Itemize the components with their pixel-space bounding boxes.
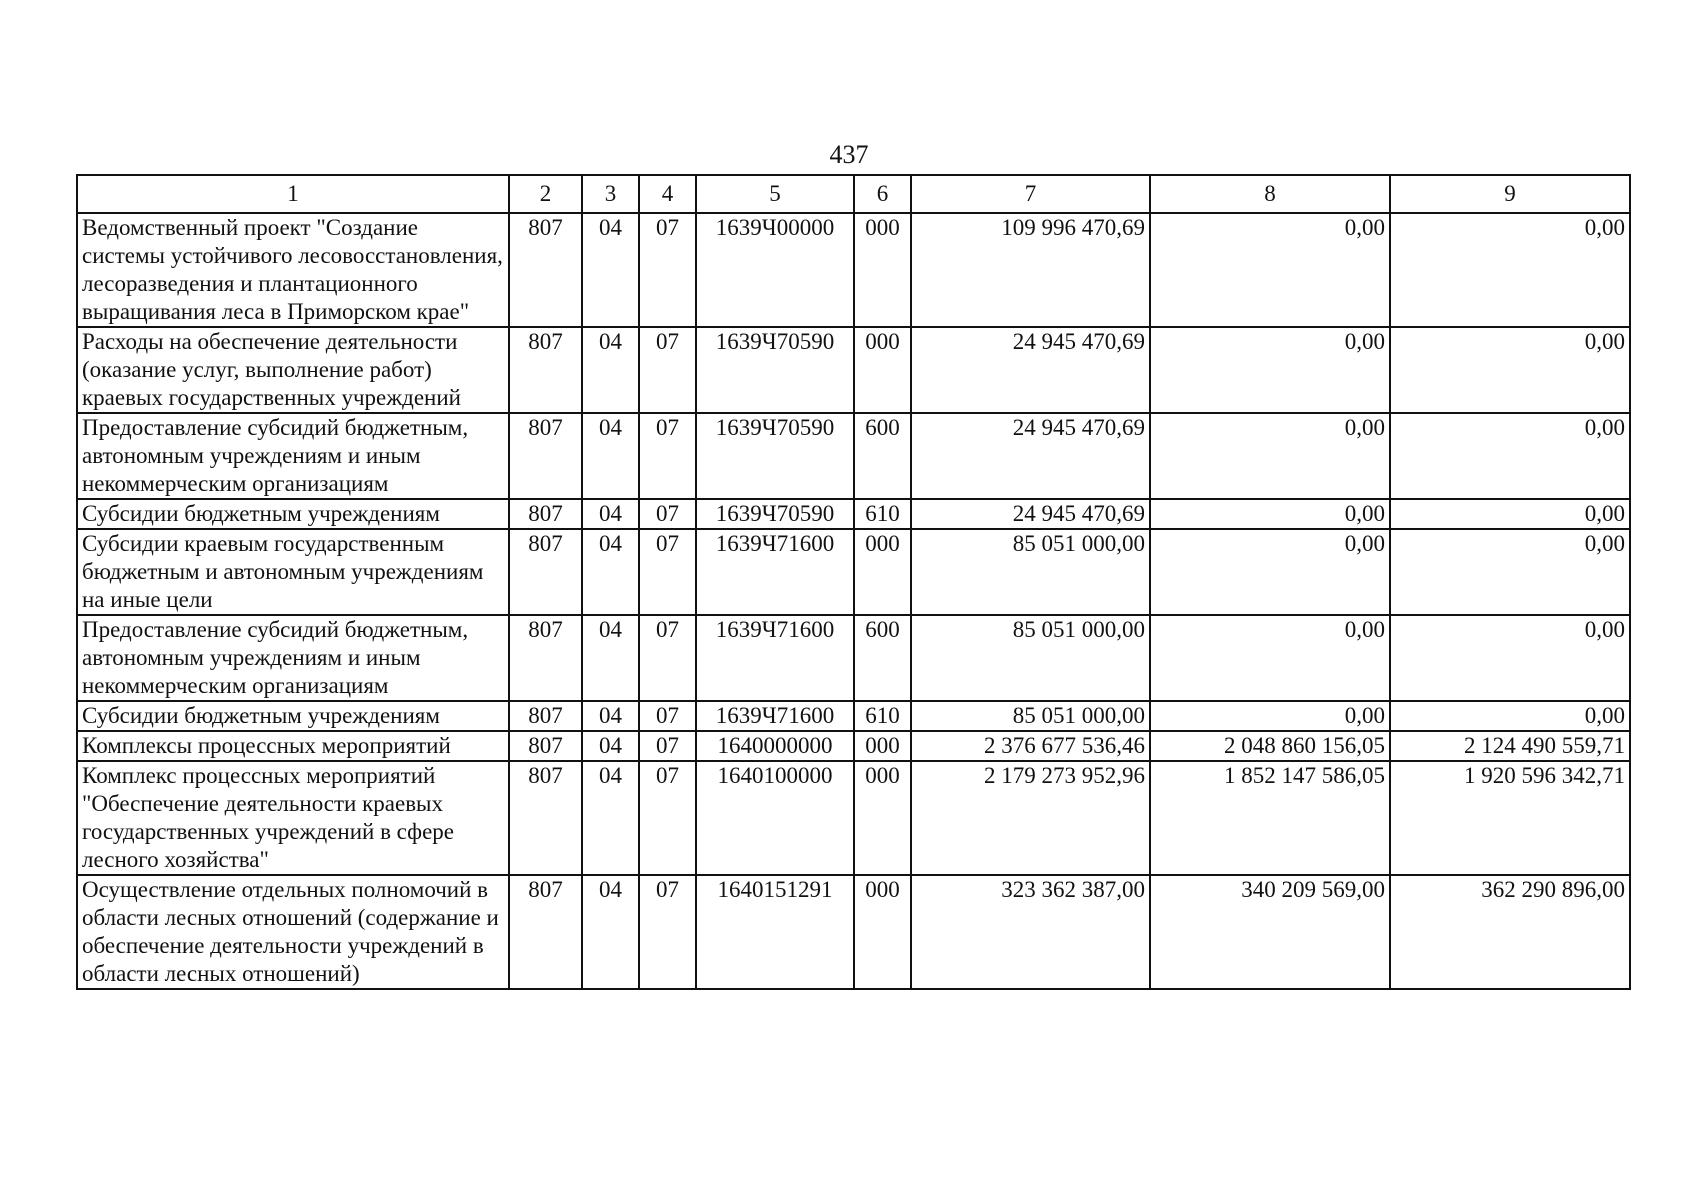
row-name: Предоставление субсидий бюджетным, автономным учреждениям и иным некоммерческим организациям — [77, 413, 509, 499]
section-code: 04 — [582, 413, 639, 499]
target-article-code: 1639Ч71600 — [696, 529, 854, 615]
amount-col-7: 2 179 273 952,96 — [911, 761, 1150, 875]
target-article-code: 1639Ч00000 — [696, 213, 854, 327]
column-header: 6 — [854, 175, 911, 213]
amount-col-7: 2 376 677 536,46 — [911, 731, 1150, 761]
amount-col-8: 0,00 — [1150, 701, 1390, 731]
table-row — [77, 327, 1630, 413]
expense-type-code: 600 — [854, 413, 911, 499]
row-name: Расходы на обеспечение деятельности (оказание услуг, выполнение работ) краевых государственных учреждений — [77, 327, 509, 413]
amount-col-7: 24 945 470,69 — [911, 413, 1150, 499]
target-article-code: 1640000000 — [696, 731, 854, 761]
row-name: Субсидии краевым государственным бюджетным и автономным учреждениям на иные цели — [77, 529, 509, 615]
amount-col-8: 0,00 — [1150, 529, 1390, 615]
amount-col-9: 0,00 — [1390, 701, 1630, 731]
amount-col-9: 1 920 596 342,71 — [1390, 761, 1630, 875]
section-code: 04 — [582, 761, 639, 875]
column-header: 1 — [77, 175, 509, 213]
section-code: 04 — [582, 875, 639, 989]
amount-col-9: 0,00 — [1390, 499, 1630, 529]
row-name: Субсидии бюджетным учреждениям — [77, 701, 509, 731]
subsection-code: 07 — [639, 731, 696, 761]
target-article-code: 1639Ч70590 — [696, 327, 854, 413]
subsection-code: 07 — [639, 701, 696, 731]
table-row — [77, 701, 1630, 731]
ministry-code: 807 — [509, 213, 582, 327]
ministry-code: 807 — [509, 701, 582, 731]
row-name: Комплекс процессных мероприятий "Обеспечение деятельности краевых государственных учреждений в сфере лесного хозяйства" — [77, 761, 509, 875]
expense-type-code: 610 — [854, 499, 911, 529]
section-code: 04 — [582, 701, 639, 731]
amount-col-9: 0,00 — [1390, 213, 1630, 327]
budget-table — [76, 174, 1631, 990]
ministry-code: 807 — [509, 615, 582, 701]
expense-type-code: 000 — [854, 875, 911, 989]
section-code: 04 — [582, 615, 639, 701]
ministry-code: 807 — [509, 413, 582, 499]
expense-type-code: 000 — [854, 761, 911, 875]
row-name: Ведомственный проект "Создание системы устойчивого лесовосстановления, лесоразведения и плантационного выращивания леса в Приморском крае" — [77, 213, 509, 327]
page-number: 437 — [829, 140, 869, 169]
ministry-code: 807 — [509, 731, 582, 761]
table-row — [77, 761, 1630, 875]
row-name: Субсидии бюджетным учреждениям — [77, 499, 509, 529]
section-code: 04 — [582, 499, 639, 529]
amount-col-9: 0,00 — [1390, 413, 1630, 499]
subsection-code: 07 — [639, 615, 696, 701]
table-row — [77, 875, 1630, 989]
expense-type-code: 000 — [854, 731, 911, 761]
section-code: 04 — [582, 327, 639, 413]
table-row — [77, 731, 1630, 761]
column-header: 5 — [696, 175, 854, 213]
ministry-code: 807 — [509, 499, 582, 529]
section-code: 04 — [582, 213, 639, 327]
column-header: 2 — [509, 175, 582, 213]
amount-col-8: 0,00 — [1150, 327, 1390, 413]
amount-col-8: 0,00 — [1150, 213, 1390, 327]
amount-col-7: 24 945 470,69 — [911, 499, 1150, 529]
target-article-code: 1639Ч71600 — [696, 701, 854, 731]
expense-type-code: 000 — [854, 213, 911, 327]
table-row — [77, 615, 1630, 701]
target-article-code: 1639Ч71600 — [696, 615, 854, 701]
table-row — [77, 529, 1630, 615]
amount-col-7: 85 051 000,00 — [911, 615, 1150, 701]
subsection-code: 07 — [639, 213, 696, 327]
expense-type-code: 600 — [854, 615, 911, 701]
amount-col-8: 0,00 — [1150, 413, 1390, 499]
row-name: Комплексы процессных мероприятий — [77, 731, 509, 761]
subsection-code: 07 — [639, 327, 696, 413]
expense-type-code: 000 — [854, 529, 911, 615]
subsection-code: 07 — [639, 875, 696, 989]
amount-col-9: 2 124 490 559,71 — [1390, 731, 1630, 761]
amount-col-7: 85 051 000,00 — [911, 701, 1150, 731]
ministry-code: 807 — [509, 875, 582, 989]
amount-col-8: 1 852 147 586,05 — [1150, 761, 1390, 875]
amount-col-8: 2 048 860 156,05 — [1150, 731, 1390, 761]
subsection-code: 07 — [639, 529, 696, 615]
column-header: 9 — [1390, 175, 1630, 213]
column-header: 7 — [911, 175, 1150, 213]
target-article-code: 1640151291 — [696, 875, 854, 989]
expense-type-code: 000 — [854, 327, 911, 413]
amount-col-8: 340 209 569,00 — [1150, 875, 1390, 989]
row-name: Предоставление субсидий бюджетным, автономным учреждениям и иным некоммерческим организациям — [77, 615, 509, 701]
table-row — [77, 213, 1630, 327]
section-code: 04 — [582, 529, 639, 615]
amount-col-9: 0,00 — [1390, 529, 1630, 615]
target-article-code: 1639Ч70590 — [696, 499, 854, 529]
table-row — [77, 499, 1630, 529]
amount-col-9: 0,00 — [1390, 327, 1630, 413]
column-header: 4 — [639, 175, 696, 213]
subsection-code: 07 — [639, 761, 696, 875]
amount-col-7: 323 362 387,00 — [911, 875, 1150, 989]
amount-col-7: 109 996 470,69 — [911, 213, 1150, 327]
table-row — [77, 413, 1630, 499]
subsection-code: 07 — [639, 413, 696, 499]
row-name: Осуществление отдельных полномочий в области лесных отношений (содержание и обеспечение деятельности учреждений в области лесных отношений) — [77, 875, 509, 989]
section-code: 04 — [582, 731, 639, 761]
amount-col-8: 0,00 — [1150, 499, 1390, 529]
header-row — [77, 175, 1630, 213]
amount-col-9: 0,00 — [1390, 615, 1630, 701]
column-header: 3 — [582, 175, 639, 213]
expense-type-code: 610 — [854, 701, 911, 731]
amount-col-7: 85 051 000,00 — [911, 529, 1150, 615]
amount-col-7: 24 945 470,69 — [911, 327, 1150, 413]
column-header: 8 — [1150, 175, 1390, 213]
ministry-code: 807 — [509, 761, 582, 875]
subsection-code: 07 — [639, 499, 696, 529]
ministry-code: 807 — [509, 327, 582, 413]
amount-col-9: 362 290 896,00 — [1390, 875, 1630, 989]
amount-col-8: 0,00 — [1150, 615, 1390, 701]
target-article-code: 1639Ч70590 — [696, 413, 854, 499]
ministry-code: 807 — [509, 529, 582, 615]
target-article-code: 1640100000 — [696, 761, 854, 875]
